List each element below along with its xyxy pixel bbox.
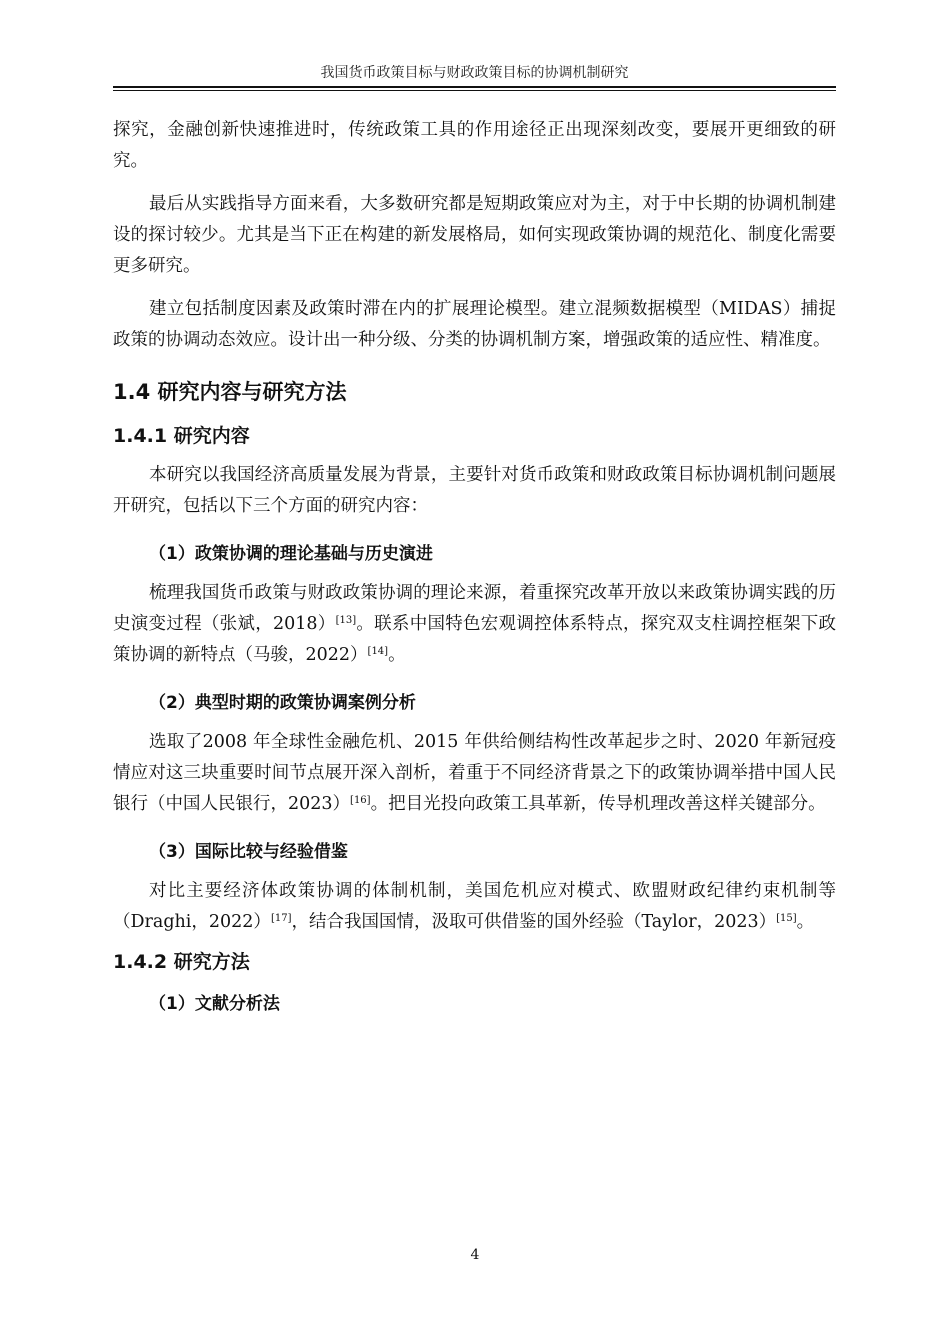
item-2-text-b: 。把目光投向政策工具革新，传导机理改善这样关键部分。 [370,794,826,814]
subsection-heading-1-4-1: 1.4.1 研究内容 [113,425,250,447]
item-3-text-c: 。 [796,912,815,932]
subsection-heading-1-4-2: 1.4.2 研究方法 [113,951,250,973]
header-rule-thin [113,90,836,91]
item-2-text-a: 选取了2008 年全球性金融危机、2015 年供给侧结构性改革起步之时、2020 年新冠疫情应对这三块重要时间节点展开深入剖析，着重于不同经济背景之下的政策协调举措中国人民银行（中国人民银行，2023） [113,732,836,814]
citation-ref: [15] [776,913,797,924]
item-3-text-a: 对比主要经济体政策协调的体制机制，美国危机应对模式、欧盟财政纪律约束机制等（Draghi，2022） [113,881,836,932]
page-body [113,115,836,1024]
paragraph-continuation: 探究，金融创新快速推进时，传统政策工具的作用途径正出现深刻改变，要展开更细致的研究。 [113,120,836,171]
citation-ref: [14] [367,646,389,657]
item-heading-3: （3）国际比较与经验借鉴 [149,842,348,862]
item-heading-2: （2）典型时期的政策协调案例分析 [149,693,416,713]
item-1-text-c: 。 [388,645,406,665]
citation-ref: [17] [270,913,292,924]
item-1-text-a: 梳理我国货币政策与财政政策协调的理论来源，着重探究改革开放以来政策协调实践的历史演变过程（张斌，2018） [113,583,836,634]
running-header: 我国货币政策目标与财政政策目标的协调机制研究 [320,65,629,81]
item-1-text-b: 。联系中国特色宏观调控体系特点，探究双支柱调控框架下政策协调的新特点（马骏，2022） [113,614,836,665]
section-heading-1-4: 1.4 研究内容与研究方法 [113,380,347,404]
paragraph-item-1 [113,578,836,671]
item-heading-methods-1: （1）文献分析法 [149,994,280,1014]
page-number: 4 [470,1247,480,1263]
item-3-text-b: ，结合我国国情，汲取可供借鉴的国外经验（Taylor，2023） [291,912,777,932]
citation-ref: [13] [335,615,357,626]
paragraph-item-3 [113,876,836,938]
header-rule-thick [113,86,836,88]
paragraph-item-2 [113,727,836,820]
paragraph-model: 建立包括制度因素及政策时滞在内的扩展理论模型。建立混频数据模型（MIDAS）捕捉政策的协调动态效应。设计出一种分级、分类的协调机制方案，增强政策的适应性、精准度。 [113,299,836,350]
paragraph-practice: 最后从实践指导方面来看，大多数研究都是短期政策应对为主，对于中长期的协调机制建设的探讨较少。尤其是当下正在构建的新发展格局，如何实现政策协调的规范化、制度化需要更多研究。 [113,194,836,276]
paragraph-research-intro: 本研究以我国经济高质量发展为背景，主要针对货币政策和财政政策目标协调机制问题展开研究，包括以下三个方面的研究内容： [113,465,836,516]
citation-ref: [16] [350,795,371,806]
item-heading-1: （1）政策协调的理论基础与历史演进 [149,544,433,564]
